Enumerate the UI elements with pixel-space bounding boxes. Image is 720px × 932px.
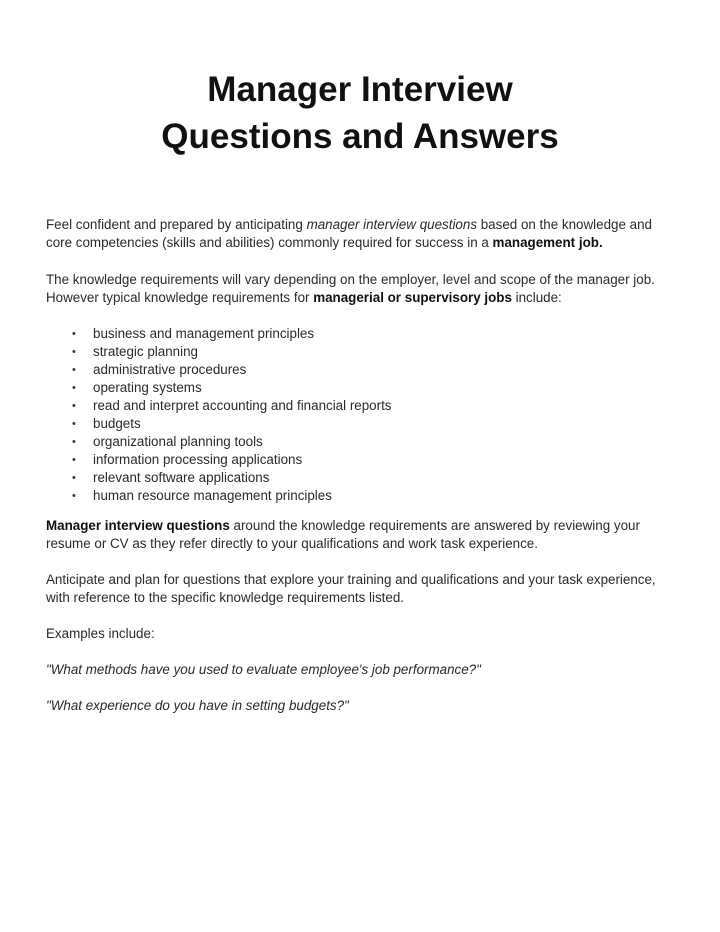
bullet-icon: •	[72, 328, 76, 340]
title-line-2: Questions and Answers	[161, 117, 559, 156]
title-line-1: Manager Interview	[207, 70, 513, 109]
list-item	[72, 469, 661, 487]
bullet-icon: •	[72, 436, 76, 448]
list-item-text: administrative procedures	[93, 362, 247, 377]
intro-paragraph	[46, 216, 661, 252]
list-item-text: information processing applications	[93, 452, 303, 467]
requirements-list	[46, 325, 661, 505]
intro-text-a: Feel confident and prepared by anticipating	[46, 217, 307, 232]
list-item	[72, 361, 661, 379]
answered-paragraph	[46, 517, 661, 553]
bullet-icon: •	[72, 454, 76, 466]
intro-text-b: based on the knowledge and core competencies (skills and abilities) commonly required for success in a	[46, 217, 652, 250]
intro-bold: management job.	[492, 235, 603, 250]
bullet-icon: •	[72, 472, 76, 484]
list-item	[72, 397, 661, 415]
knowledge-bold: managerial or supervisory jobs	[313, 290, 512, 305]
bullet-icon: •	[72, 346, 76, 358]
bullet-icon: •	[72, 364, 76, 376]
list-item	[72, 433, 661, 451]
list-item-text: budgets	[93, 416, 141, 431]
example-question-1: "What methods have you used to evaluate employee's job performance?"	[46, 662, 481, 677]
list-item-text: organizational planning tools	[93, 434, 263, 449]
list-item-text: business and management principles	[93, 326, 315, 341]
list-item	[72, 451, 661, 469]
examples-label: Examples include:	[46, 626, 155, 641]
list-item	[72, 415, 661, 433]
intro-emphasis: manager interview questions	[306, 217, 478, 232]
list-item-text: strategic planning	[93, 344, 198, 359]
page-title	[0, 66, 720, 160]
list-item-text: operating systems	[93, 380, 202, 395]
answered-bold: Manager interview questions	[46, 518, 230, 533]
list-item	[72, 487, 661, 505]
bullet-icon: •	[72, 400, 76, 412]
list-item-text: read and interpret accounting and financial reports	[93, 398, 392, 413]
knowledge-text-a: The knowledge requirements will vary depending on the employer, level and scope of the manager job. However typical knowledge requirements for	[46, 272, 655, 305]
bullet-icon: •	[72, 418, 76, 430]
answered-text: around the knowledge requirements are answered by reviewing your resume or CV as they refer directly to your qualifications and work task experience.	[46, 518, 640, 551]
bullet-icon: •	[72, 382, 76, 394]
list-item-text: relevant software applications	[93, 470, 270, 485]
knowledge-paragraph	[46, 271, 661, 307]
example-question-2: "What experience do you have in setting budgets?"	[46, 698, 349, 713]
document-body	[46, 216, 661, 733]
list-item	[72, 325, 661, 343]
anticipate-paragraph: Anticipate and plan for questions that explore your training and qualifications and your task experience, with reference to the specific knowledge requirements listed.	[46, 572, 656, 605]
list-item-text: human resource management principles	[93, 488, 332, 503]
bullet-icon: •	[72, 490, 76, 502]
list-item	[72, 379, 661, 397]
knowledge-text-b: include:	[511, 290, 562, 305]
list-item	[72, 343, 661, 361]
